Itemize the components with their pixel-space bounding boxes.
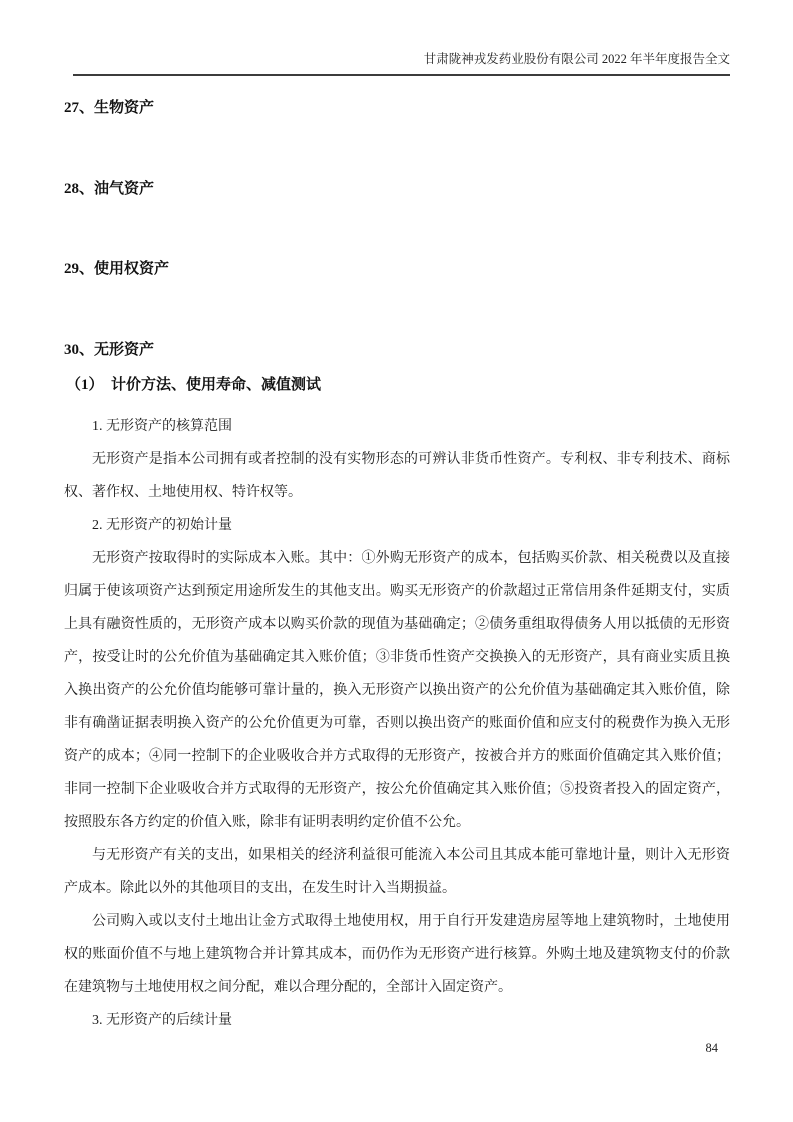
document-body bbox=[64, 0, 730, 1037]
section-heading-27-biological-assets: 27、生物资产 bbox=[64, 100, 155, 116]
list-item-heading-2: 2. 无形资产的初始计量 bbox=[92, 518, 232, 533]
page-number: 84 bbox=[705, 1041, 718, 1055]
paragraph-land-use-rights: 公司购入或以支付土地出让金方式取得土地使用权，用于自行开发建造房屋等地上建筑物时，土地使用权的账面价值不与地上建筑物合并计算其成本，而仍作为无形资产进行核算。外购土地及建筑物支付的价款在建筑物与土地使用权之间分配，难以合理分配的，全部计入固定资产。 bbox=[64, 914, 730, 995]
section-heading-29-right-of-use-assets: 29、使用权资产 bbox=[64, 261, 170, 277]
header-title: 甘肃陇神戎发药业股份有限公司 2022 年半年度报告全文 bbox=[423, 52, 730, 66]
content-blocks bbox=[64, 410, 730, 1037]
paragraph-intangible-scope: 无形资产是指本公司拥有或者控制的没有实物形态的可辨认非货币性资产。专利权、非专利技术、商标权、著作权、土地使用权、特许权等。 bbox=[64, 452, 730, 500]
section-heading-28-oil-gas-assets: 28、油气资产 bbox=[64, 181, 155, 197]
subsection-heading-valuation-method: （1） 计价方法、使用寿命、减值测试 bbox=[66, 377, 322, 393]
paragraph-related-expenditure: 与无形资产有关的支出，如果相关的经济利益很可能流入本公司且其成本能可靠地计量，则计入无形资产成本。除此以外的其他项目的支出，在发生时计入当期损益。 bbox=[64, 848, 730, 896]
paragraph-initial-measurement: 无形资产按取得时的实际成本入账。其中：①外购无形资产的成本，包括购买价款、相关税费以及直接归属于使该项资产达到预定用途所发生的其他支出。购买无形资产的价款超过正常信用条件延期支付，实质上具有融资性质的，无形资产成本以购买价款的现值为基础确定；②债务重组取得债务人用以抵债的无形资产，按受让时的公允价值为基础确定其入账价值；③非货币性资产交换换入的无形资产，具有商业实质且换入换出资产的公允价值均能够可靠计量的，换入无形资产以换出资产的公允价值为基础确定其入账价值，除非有确凿证据表明换入资产的公允价值更为可靠，否则以换出资产的账面价值和应支付的税费作为换入无形资产的成本；④同一控制下的企业吸收合并方式取得的无形资产，按被合并方的账面价值确定其入账价值；非同一控制下企业吸收合并方式取得的无形资产，按公允价值确定其入账价值；⑤投资者投入的固定资产，按照股东各方约定的价值入账，除非有证明表明约定价值不公允。 bbox=[64, 551, 730, 830]
section-heading-30-intangible-assets: 30、无形资产 bbox=[64, 342, 155, 358]
list-item-heading-3: 3. 无形资产的后续计量 bbox=[92, 1013, 232, 1028]
list-item-heading-1: 1. 无形资产的核算范围 bbox=[92, 419, 232, 434]
